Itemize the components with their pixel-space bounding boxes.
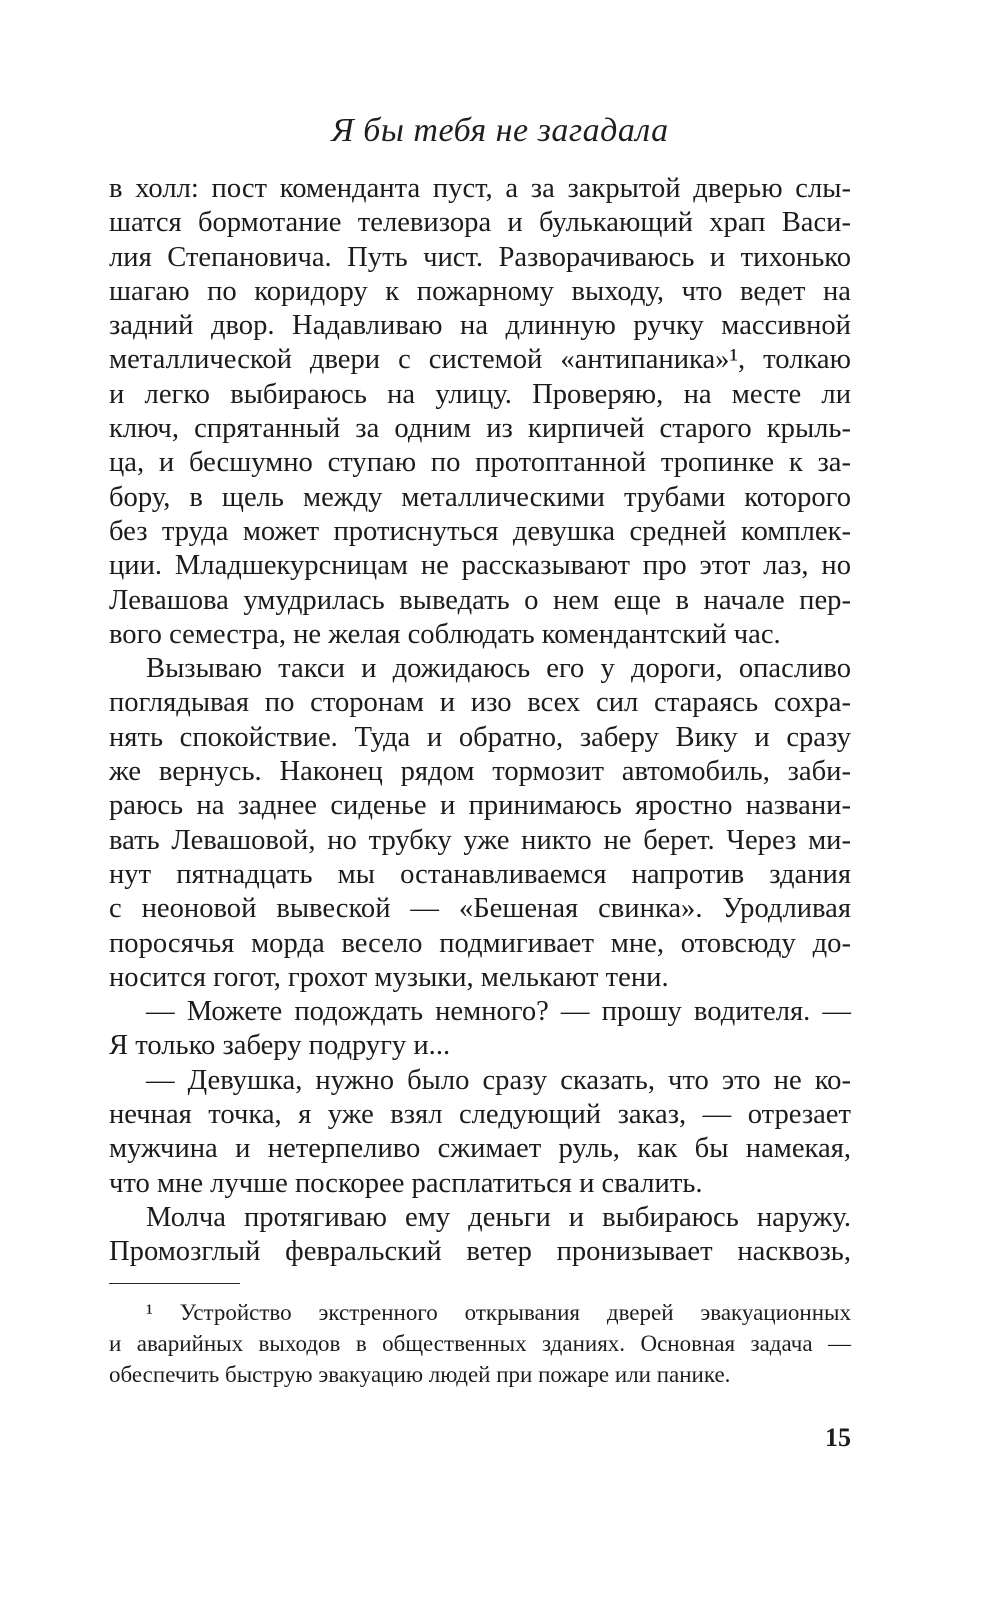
text-line: поросячья морда весело подмигивает мне, отовсюду до- <box>109 927 851 959</box>
text-line: задний двор. Надавливаю на длинную ручку массивной <box>109 310 851 342</box>
text-line: нут пятнадцать мы останавливаемся напротив здания <box>109 858 851 890</box>
footnote-line: обеспечить быструю эвакуацию людей при пожаре или панике. <box>109 1362 731 1387</box>
text-line: металлической двери с системой «антипаника»¹, толкаю <box>109 344 851 376</box>
text-line: Промозглый февральский ветер пронизывает насквозь, <box>109 1236 851 1268</box>
text-line: поглядывая по сторонам и изо всех сил стараясь сохра- <box>109 687 851 719</box>
text-line: Левашова умудрилась выведать о нем еще в начале пер- <box>109 584 851 616</box>
running-head: Я бы тебя не загадала <box>331 112 669 149</box>
text-line: бору, в щель между металлическими трубами которого <box>109 481 851 513</box>
text-line: — Можете подождать немного? — прошу водителя. — <box>146 996 851 1028</box>
text-line: носится гогот, грохот музыки, мелькают тени. <box>109 961 669 993</box>
text-line: вого семестра, не желая соблюдать комендантский час. <box>109 618 781 650</box>
text-line: лия Степановича. Путь чист. Разворачиваюсь и тихонько <box>109 241 851 273</box>
text-line: в холл: пост коменданта пуст, а за закрытой дверью слы- <box>109 173 851 204</box>
text-line: же вернусь. Наконец рядом тормозит автомобиль, заби- <box>109 756 851 788</box>
text-line: с неоновой вывеской — «Бешеная свинка». Уродливая <box>109 893 851 925</box>
text-line: и легко выбираюсь на улицу. Проверяю, на месте ли <box>109 378 851 410</box>
text-line: ции. Младшекурсницам не рассказывают про этот лаз, но <box>109 550 851 582</box>
text-line: нять спокойствие. Туда и обратно, заберу Вику и сразу <box>109 721 851 753</box>
text-line: мужчина и нетерпеливо сжимает руль, как бы намекая, <box>109 1133 851 1165</box>
body-text <box>109 172 851 1270</box>
text-line: шатся бормотание телевизора и булькающий храп Васи- <box>109 207 851 239</box>
text-line: вать Левашовой, но трубку уже никто не берет. Через ми- <box>109 824 851 856</box>
text-line: — Девушка, нужно было сразу сказать, что это не ко- <box>146 1064 851 1096</box>
text-line: ца, и бесшумно ступаю по протоптанной тропинке к за- <box>109 447 851 479</box>
text-line: шагаю по коридору к пожарному выходу, что ведет на <box>109 275 851 307</box>
text-line: Вызываю такси и дожидаюсь его у дороги, опасливо <box>146 653 851 685</box>
text-line: без труда может протиснуться девушка средней комплек- <box>109 515 851 547</box>
footnote-separator <box>109 1283 240 1284</box>
text-line: Я только заберу подругу и... <box>109 1030 451 1062</box>
text-line: что мне лучше поскорее расплатиться и свалить. <box>109 1167 703 1199</box>
page-number: 15 <box>825 1423 851 1452</box>
footnotes <box>109 1297 851 1390</box>
text-line: раюсь на заднее сиденье и принимаюсь яростно названи- <box>109 790 851 822</box>
text-line: нечная точка, я уже взял следующий заказ, — отрезает <box>109 1099 851 1131</box>
footnote-line: ¹ Устройство экстренного открывания дверей эвакуационных <box>146 1300 851 1325</box>
footnote-line: и аварийных выходов в общественных зданиях. Основная задача — <box>109 1331 851 1356</box>
text-line: Молча протягиваю ему деньги и выбираюсь наружу. <box>146 1201 851 1233</box>
text-line: ключ, спрятанный за одним из кирпичей старого крыль- <box>109 413 851 445</box>
